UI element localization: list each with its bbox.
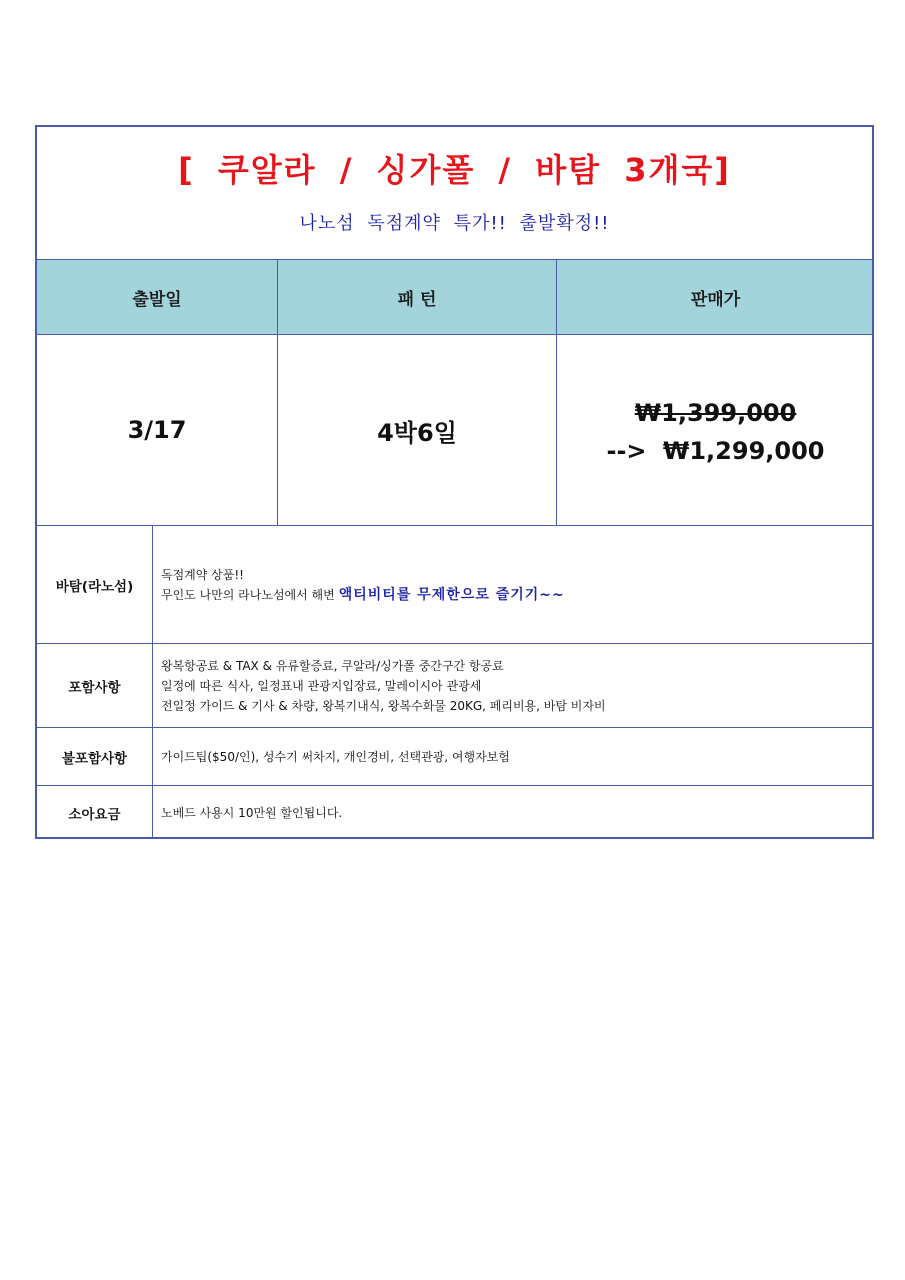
excluded-text: 가이드팁($50/인), 성수기 써차지, 개인경비, 선택관광, 여행자보험 [161, 749, 510, 764]
departure-date: 3/17 [127, 416, 187, 444]
batam-description [153, 526, 872, 643]
batam-line-2 [161, 585, 565, 605]
tour-info-table [35, 125, 874, 839]
included-list [153, 644, 872, 727]
column-header-price: 판매가 [690, 289, 741, 310]
included-line: 왕복항공료 & TAX & 유류할증료, 쿠알라/싱가폴 중간구간 항공료 [161, 658, 504, 673]
sale-price: --> ₩1,299,000 [606, 437, 825, 465]
child-fee-label: 소아요금 [68, 806, 121, 823]
page-subtitle: 나노섬 독점계약 특가!! 출발확정!! [299, 213, 610, 234]
included-line: 전일정 가이드 & 기사 & 차량, 왕복기내식, 왕복수화물 20KG, 페리비용, 바탐 비자비 [161, 698, 606, 713]
page-title: [ 쿠알라 / 싱가폴 / 바탐 3개국] [178, 151, 731, 189]
batam-line-2-text: 무인도 나만의 라나노섬에서 해변 [161, 587, 335, 602]
column-header-departure: 출발일 [132, 289, 182, 310]
child-fee-text: 노베드 사용시 10만원 할인됩니다. [161, 805, 343, 820]
tour-pattern: 4박6일 [377, 418, 457, 447]
original-price: ₩1,399,000 [634, 399, 797, 427]
included-line: 일정에 따른 식사, 일정표내 관광지입장료, 말레이시아 관광세 [161, 678, 482, 693]
excluded-label: 불포함사항 [61, 750, 128, 767]
batam-label: 바탐(라노섬) [55, 578, 134, 595]
column-header-pattern: 패 턴 [397, 289, 437, 310]
batam-highlight: 액티비티를 무제한으로 즐기기~~ [338, 586, 565, 603]
included-label: 포함사항 [68, 679, 121, 696]
price-cell [557, 335, 874, 525]
batam-line-1: 독점계약 상품!! [161, 567, 244, 582]
